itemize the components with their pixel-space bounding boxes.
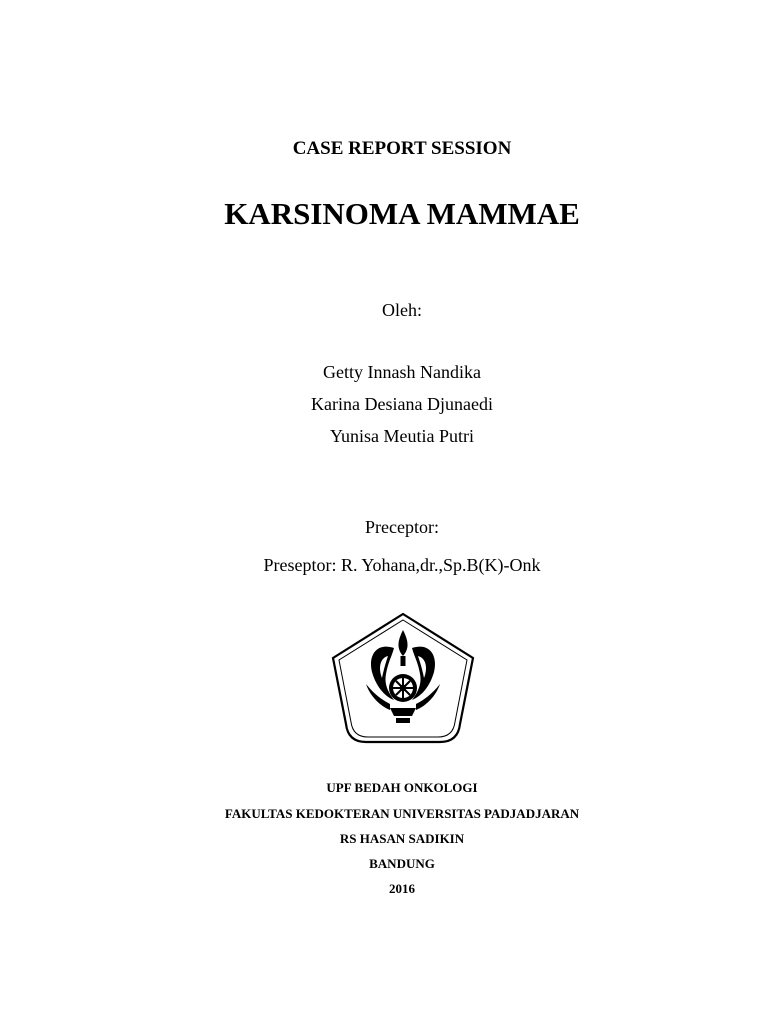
author-name: Getty Innash Nandika (323, 362, 481, 382)
preceptor-label: Preceptor: (365, 517, 439, 537)
report-type-heading: CASE REPORT SESSION (292, 138, 512, 159)
authors-label: Oleh: (382, 300, 422, 320)
university-emblem-icon (330, 612, 476, 746)
preceptor-name: Preseptor: R. Yohana,dr.,Sp.B(K)-Onk (263, 555, 541, 575)
year: 2016 (389, 881, 415, 896)
department-name: UPF BEDAH ONKOLOGI (326, 780, 478, 795)
author-name: Yunisa Meutia Putri (330, 426, 474, 446)
city-name: BANDUNG (369, 856, 435, 871)
faculty-name: FAKULTAS KEDOKTERAN UNIVERSITAS PADJADJARAN (224, 806, 580, 821)
author-name: Karina Desiana Djunaedi (311, 394, 493, 414)
document-title: KARSINOMA MAMMAE (224, 196, 580, 231)
hospital-name: RS HASAN SADIKIN (339, 831, 465, 846)
